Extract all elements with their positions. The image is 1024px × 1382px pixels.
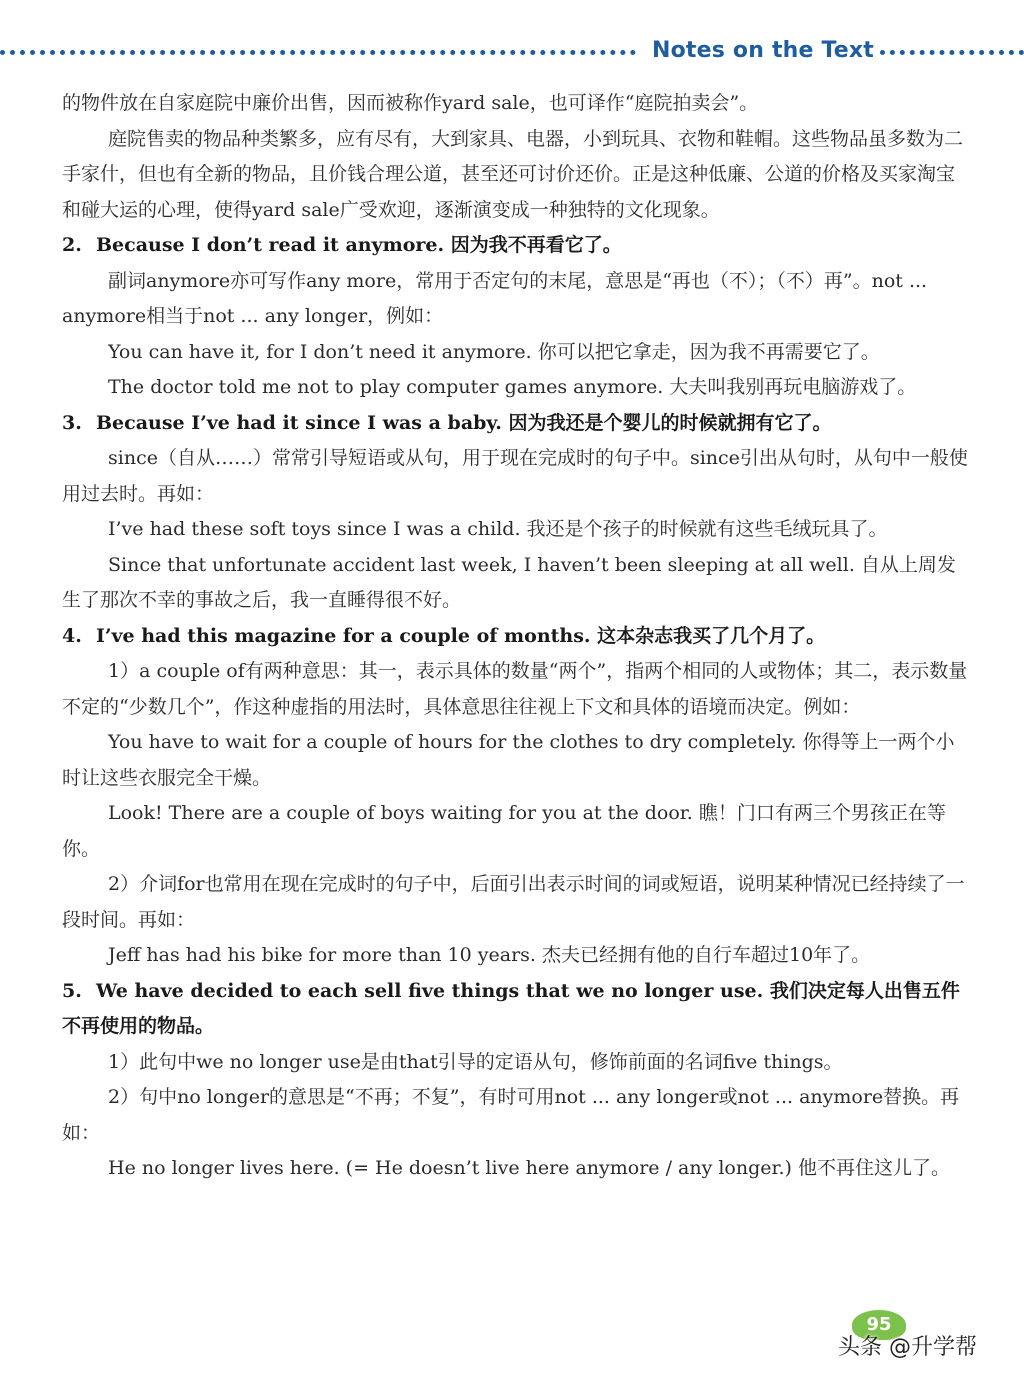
note-heading-text: Because I’ve had it since I was a baby. 因为我还是个婴儿的时候就拥有它了。 <box>96 411 832 434</box>
example-sentence: Look! There are a couple of boys waiting for you at the door. 瞧！门口有两三个男孩正在等你。 <box>62 802 946 860</box>
note-number: 4. <box>62 624 82 647</box>
note-heading-text: We have decided to each sell five things that we no longer use. 我们决定每人出售五件不再使用的物品。 <box>62 979 960 1037</box>
note-heading <box>62 228 970 264</box>
example-sentence: Since that unfortunate accident last week, I haven’t been sleeping at all well. 自从上周发生了那次不幸的事故之后，我一直睡得很不好。 <box>62 553 956 611</box>
note-number: 5. <box>62 979 82 1002</box>
dotted-rule-right <box>880 50 1024 55</box>
paragraph: 1）a couple of有两种意思：其一，表示具体的数量“两个”，指两个相同的人或物体；其二，表示数量不定的“少数几个”，作这种虚指的用法时，具体意思往往视上下文和具体的语境而决定。例如： <box>62 660 968 718</box>
note-heading <box>62 619 970 655</box>
paragraph: 副词anymore亦可写作any more，常用于否定句的末尾，意思是“再也（不）；（不）再”。not ... anymore相当于not ... any longer，例如： <box>62 269 928 327</box>
paragraph: 的物件放在自家庭院中廉价出售，因而被称作yard sale，也可译作“庭院拍卖会”。 <box>62 92 759 114</box>
paragraph: since（自从……）常常引导短语或从句，用于现在完成时的句子中。since引出从句时，从句中一般使用过去时。再如： <box>62 447 968 505</box>
paragraph: 庭院售卖的物品种类繁多，应有尽有，大到家具、电器，小到玩具、衣物和鞋帽。这些物品虽多数为二手家什，但也有全新的物品，且价钱合理公道，甚至还可讨价还价。正是这种低廉、公道的价格及买家淘宝和碰大运的心理，使得yard sale广受欢迎，逐渐演变成一种独特的文化现象。 <box>62 127 964 221</box>
example-sentence: I’ve had these soft toys since I was a child. 我还是个孩子的时候就有这些毛绒玩具了。 <box>108 518 888 540</box>
dotted-rule-left <box>0 50 636 55</box>
page-number-badge: 95 <box>852 1310 906 1340</box>
note-number: 2. <box>62 234 82 256</box>
example-sentence: Jeff has had his bike for more than 10 years. 杰夫已经拥有他的自行车超过10年了。 <box>108 944 871 966</box>
watermark: 头条 @升学帮 <box>838 1335 977 1360</box>
paragraph: 2）介词for也常用在现在完成时的句子中，后面引出表示时间的词或短语，说明某种情况已经持续了一段时间。再如： <box>62 873 965 931</box>
paragraph: 1）此句中we no longer use是由that引导的定语从句，修饰前面的名词five things。 <box>108 1050 843 1073</box>
note-heading <box>62 974 970 1045</box>
note-heading-text: I’ve had this magazine for a couple of months. 这本杂志我买了几个月了。 <box>96 624 826 647</box>
section-title: Notes on the Text <box>652 38 875 63</box>
note-heading <box>62 406 970 442</box>
example-sentence: He no longer lives here. (= He doesn’t live here anymore / any longer.) 他不再住这儿了。 <box>108 1157 950 1179</box>
example-sentence: You have to wait for a couple of hours for the clothes to dry completely. 你得等上一两个小时让这些衣服完全干燥。 <box>62 731 955 789</box>
paragraph: 2）句中no longer的意思是“不再；不复”，有时可用not ... any longer或not ... anymore替换。再如： <box>62 1086 960 1144</box>
note-heading-text: Because I don’t read it anymore. 因为我不再看它了。 <box>96 234 622 256</box>
example-sentence: You can have it, for I don’t need it anymore. 你可以把它拿走，因为我不再需要它了。 <box>108 340 880 363</box>
page-header <box>0 38 1024 68</box>
note-number: 3. <box>62 411 82 434</box>
notes-body <box>62 86 970 1187</box>
example-sentence: The doctor told me not to play computer games anymore. 大夫叫我别再玩电脑游戏了。 <box>108 376 917 398</box>
